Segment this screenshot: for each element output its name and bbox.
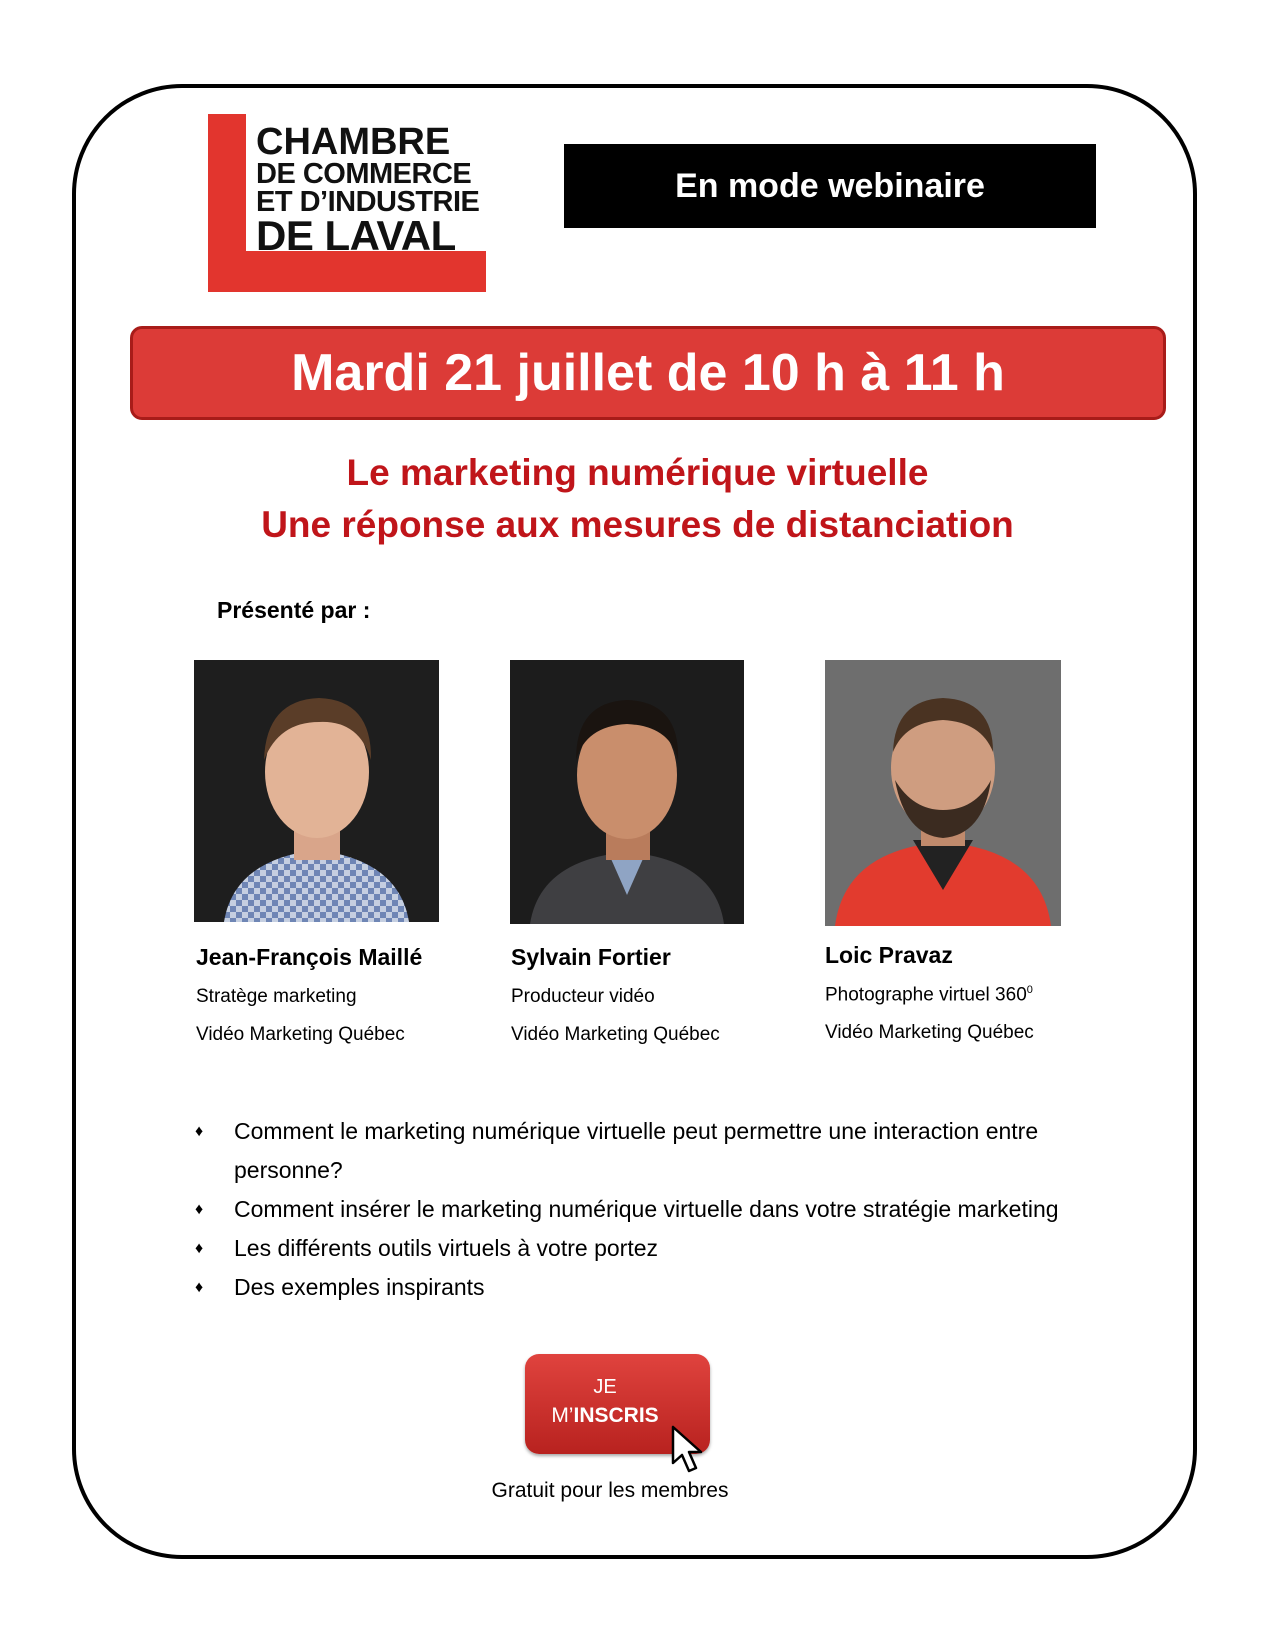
list-item-text: Les différents outils virtuels à votre portez (234, 1235, 659, 1261)
presented-by-label: Présenté par : (217, 597, 371, 623)
speaker-name-3: Loic Pravaz (825, 942, 953, 968)
register-button-bold: INSCRIS (573, 1404, 659, 1427)
pointer-cursor-icon (670, 1425, 710, 1480)
speaker-photo-2 (510, 660, 744, 924)
list-item (190, 1229, 1150, 1268)
speaker-org-3: Vidéo Marketing Québec (825, 1022, 1034, 1043)
list-item-text: Des exemples inspirants (234, 1274, 485, 1300)
logo-line-3: ET D’INDUSTRIE (256, 186, 480, 218)
list-item (190, 1268, 1150, 1307)
list-item (190, 1112, 1150, 1190)
event-title-line-2: Une réponse aux mesures de distanciation (261, 504, 1014, 545)
speaker-org-2: Vidéo Marketing Québec (511, 1024, 720, 1045)
speaker-role-3-text: Photographe virtuel 360 (825, 984, 1027, 1006)
list-item-text: Comment insérer le marketing numérique virtuelle dans votre stratégie marketing (234, 1196, 1059, 1222)
diamond-bullet-icon: ♦ (195, 1123, 204, 1140)
logo-text (256, 121, 480, 259)
diamond-bullet-icon: ♦ (195, 1240, 204, 1257)
logo-line-2: DE COMMERCE (256, 158, 472, 190)
list-item (190, 1190, 1150, 1229)
webinar-badge: En mode webinaire (564, 144, 1096, 228)
speaker-name-1: Jean-François Maillé (196, 944, 423, 970)
speaker-role-3-sup: 0 (1026, 984, 1033, 996)
topics-list (190, 1112, 1150, 1307)
free-for-members-note: Gratuit pour les membres (491, 1479, 729, 1502)
event-title-line-1: Le marketing numérique virtuelle (346, 452, 929, 493)
logo-line-1: CHAMBRE (256, 121, 451, 163)
speaker-role-1: Stratège marketing (196, 986, 357, 1007)
speaker-photo-3 (825, 660, 1061, 926)
cci-laval-logo (208, 114, 486, 292)
list-item-text-continued: personne? (234, 1157, 343, 1183)
diamond-bullet-icon: ♦ (195, 1279, 204, 1296)
speaker-org-1: Vidéo Marketing Québec (196, 1024, 405, 1045)
register-button-line-2 (525, 1404, 685, 1428)
register-button-line-1: JE (593, 1376, 617, 1398)
date-banner: Mardi 21 juillet de 10 h à 11 h (130, 326, 1166, 420)
speaker-photo-1 (194, 660, 439, 922)
register-button-prefix: M’ (551, 1404, 574, 1427)
diamond-bullet-icon: ♦ (195, 1201, 204, 1218)
speaker-role-3 (825, 984, 1033, 1006)
list-item-text: Comment le marketing numérique virtuelle peut permettre une interaction entre (234, 1118, 1039, 1144)
logo-line-4: DE LAVAL (256, 212, 456, 259)
speaker-name-2: Sylvain Fortier (511, 944, 671, 970)
speaker-role-2: Producteur vidéo (511, 986, 655, 1007)
